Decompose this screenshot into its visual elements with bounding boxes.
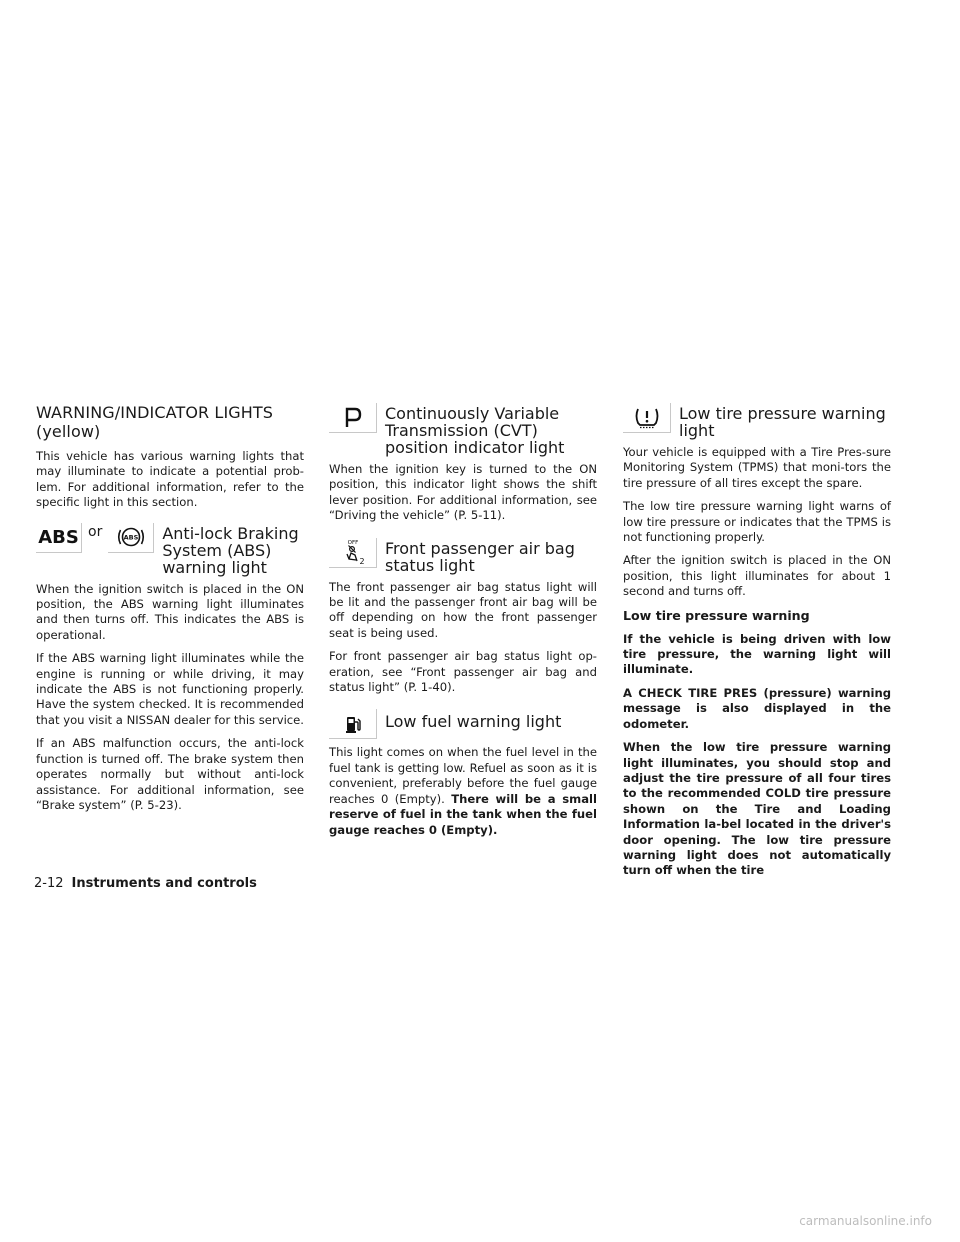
airbag-title: Front passenger air bag status light (385, 538, 575, 575)
fuel-title: Low fuel warning light (385, 712, 562, 732)
column-2 (329, 403, 597, 846)
page-number: 2-12 (34, 876, 64, 891)
section-heading: WARNING/INDICATOR LIGHTS (yellow) (36, 403, 274, 441)
abs-title: Anti-lock Braking System (ABS) warning light (162, 523, 299, 577)
tire-bold-3: When the low tire pressure warning light illuminates, you should stop and adjust the tire pressure of all four tires to the recommended COLD tire pressure shown on the Tire and Loading Information la-bel located in the driver's door opening. The low tire pressure warning light does not automatically turn off when the tire (623, 740, 891, 878)
passenger-airbag-off-icon (329, 538, 377, 568)
abs-paragraph-2: If the ABS warning light illuminates while the engine is running or while driving, it may indicate the ABS is not functioning properly. Have the system checked. It is recommended that you visit a NISSAN dealer for this service. (36, 651, 304, 727)
fuel-text-bold: There will be a small reserve of fuel in the tank when the fuel gauge reaches 0 (Empty). (329, 791, 597, 837)
abs-icon (36, 523, 82, 553)
airbag-paragraph-2: For front passenger air bag status light op-eration, see “Front passenger air bag and status light” (P. 1-40). (329, 649, 597, 695)
section-name: Instruments and controls (71, 876, 257, 891)
svg-text:2: 2 (358, 557, 365, 567)
abs-icon-text: ABS (38, 526, 79, 548)
tire-bold-1: If the vehicle is being driven with low tire pressure, the warning light will illuminate. (623, 631, 891, 677)
cvt-title: Continuously Variable Transmission (CVT) position indicator light (385, 404, 565, 457)
column-3 (623, 403, 891, 887)
abs-paragraph-3: If an ABS malfunction occurs, the anti-lock function is turned off. The brake system then operates normally but without anti-lock assistance. For additional information, see “Brake system” (P. 5-23). (36, 736, 304, 812)
or-text: or (88, 523, 103, 540)
abs-header (36, 523, 304, 576)
tire-paragraph-1: Your vehicle is equipped with a Tire Pres-sure Monitoring System (TPMS) that moni-tors the tire pressure of all tires except the spare. (623, 445, 891, 490)
abs-paragraph-1: When the ignition switch is placed in the ON position, the ABS warning light illuminates and then turns off. This indicates the ABS is operational. (36, 581, 304, 642)
page-footer (34, 876, 257, 891)
svg-text:ABS: ABS (123, 533, 139, 542)
park-indicator-icon (329, 403, 377, 433)
intro-paragraph: This vehicle has various warning lights that may illuminate to indicate a potential prob-lem. For additional information, refer to the specific light in this section. (36, 449, 304, 510)
tire-subheading: Low tire pressure warning (623, 607, 810, 623)
svg-text:OFF: OFF (347, 540, 358, 547)
cvt-header (329, 403, 597, 456)
fuel-header (329, 709, 597, 739)
airbag-paragraph-1: The front passenger air bag status light will be lit and the passenger front air bag will be off depending on how the front passenger seat is being used. (329, 579, 597, 640)
fuel-paragraph-1 (329, 745, 597, 837)
tire-pressure-icon (623, 403, 671, 433)
column-1 (36, 403, 304, 821)
tire-bold-2: A CHECK TIRE PRES (pressure) warning message is also displayed in the odometer. (623, 685, 891, 731)
tire-paragraph-2: The low tire pressure warning light warns of low tire pressure or indicates that the TPMS is not functioning properly. (623, 499, 891, 545)
watermark: carmanualsonline.info (799, 1214, 932, 1228)
airbag-header (329, 538, 597, 574)
tire-paragraph-3: After the ignition switch is placed in the ON position, this light illuminates for about 1 second and turns off. (623, 553, 891, 599)
tire-header (623, 403, 891, 439)
fuel-text-plain: This light comes on when the fuel level in the fuel tank is getting low. Refuel as soon as it is convenient, preferably before the fuel gauge reaches 0 (Empty). (329, 745, 597, 806)
fuel-pump-icon (329, 709, 377, 739)
cvt-paragraph-1: When the ignition key is turned to the ON position, this indicator light shows the shift lever position. For additional information, see “Driving the vehicle” (P. 5-11). (329, 462, 597, 523)
tire-title: Low tire pressure warning light (679, 404, 886, 440)
abs-circle-icon (108, 523, 154, 553)
